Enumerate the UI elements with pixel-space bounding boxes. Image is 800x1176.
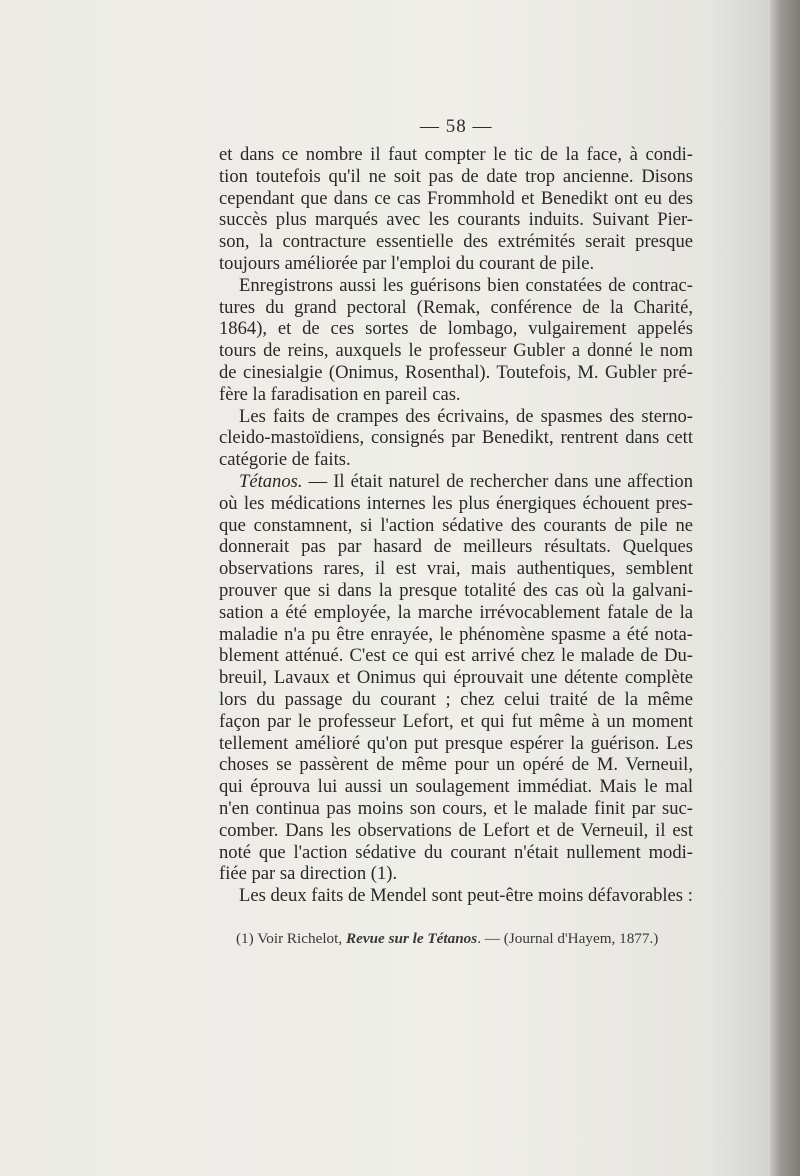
text-line bbox=[219, 318, 693, 340]
line-text: noté que l'action sédative du courant n'était nullement modi- bbox=[219, 841, 693, 863]
text-line bbox=[219, 536, 693, 558]
line-text: Les deux faits de Mendel sont peut-être moins défavorables : bbox=[239, 885, 693, 907]
text-line bbox=[219, 449, 693, 471]
line-text: Enregistrons aussi les guérisons bien constatées de contrac- bbox=[239, 274, 693, 296]
line-text: sation a été employée, la marche irrévocablement fatale de la bbox=[219, 601, 693, 623]
text-line bbox=[219, 689, 693, 711]
text-line bbox=[219, 427, 693, 449]
line-text: façon par le professeur Lefort, et qui fut même à un moment bbox=[219, 710, 693, 732]
line-text: prouver que si dans la presque totalité des cas où la galvani- bbox=[219, 579, 693, 601]
line-text: cleido-mastoïdiens, consignés par Benedikt, rentrent dans cett bbox=[219, 427, 693, 449]
line-text: blement atténué. C'est ce qui est arrivé chez le malade de Du- bbox=[219, 645, 693, 667]
text-line bbox=[219, 384, 693, 406]
line-text: de cinesialgie (Onimus, Rosenthal). Toutefois, M. Gubler pré- bbox=[219, 361, 693, 383]
footnote-title: Revue sur le Tétanos bbox=[345, 930, 478, 947]
line-text: cependant que dans ce cas Frommhold et Benedikt ont eu des bbox=[219, 187, 693, 209]
text-line bbox=[219, 558, 693, 580]
line-text: catégorie de faits. bbox=[219, 449, 351, 471]
line-text: succès plus marqués avec les courants induits. Suivant Pier- bbox=[219, 209, 693, 231]
text-line bbox=[219, 209, 693, 231]
page-edge bbox=[770, 0, 800, 1176]
line-text: où les médications internes les plus énergiques échouent pres- bbox=[219, 492, 693, 514]
text-line bbox=[219, 667, 693, 689]
text-line bbox=[219, 471, 693, 493]
footnote-marker: (1) bbox=[236, 930, 254, 947]
text-line bbox=[219, 798, 693, 820]
line-text: toujours améliorée par l'emploi du courant de pile. bbox=[219, 252, 595, 274]
line-text: donnerait pas par hasard de meilleurs résultats. Quelques bbox=[219, 536, 693, 558]
text-line bbox=[219, 645, 693, 667]
text-line bbox=[219, 231, 693, 253]
text-line bbox=[219, 820, 693, 842]
text-line bbox=[219, 166, 693, 188]
line-text: comber. Dans les observations de Lefort et de Verneuil, il est bbox=[219, 819, 693, 841]
text-line bbox=[219, 580, 693, 602]
line-text: lors du passage du courant ; chez celui traité de la même bbox=[219, 688, 693, 710]
line-text: n'en continua pas moins son cours, et le malade finit par suc- bbox=[219, 797, 693, 819]
text-line bbox=[219, 362, 693, 384]
line-text: qui éprouva lui aussi un soulagement immédiat. Mais le mal bbox=[219, 776, 693, 798]
page-number: — 58 — bbox=[420, 116, 493, 137]
text-line bbox=[219, 340, 693, 362]
footnote-text-before: Voir Richelot, bbox=[253, 930, 346, 947]
text-line bbox=[219, 297, 693, 319]
line-text: observations rares, il est vrai, mais authentiques, semblent bbox=[219, 558, 693, 580]
footnote-text-after: . — (Journal d'Hayem, 1877.) bbox=[477, 930, 659, 947]
line-text: tion toutefois qu'il ne soit pas de date trop ancienne. Disons bbox=[219, 165, 693, 187]
line-text: tours de reins, auxquels le professeur Gubler a donné le nom bbox=[219, 340, 693, 362]
line-text: fiée par sa direction (1). bbox=[219, 863, 398, 885]
line-text: 1864), et de ces sortes de lombago, vulgairement appelés bbox=[219, 318, 693, 340]
text-line bbox=[219, 885, 693, 907]
text-line bbox=[219, 493, 693, 515]
text-line bbox=[219, 711, 693, 733]
text-line bbox=[219, 733, 693, 755]
line-text: son, la contracture essentielle des extrémités serait presque bbox=[219, 231, 693, 253]
text-line bbox=[219, 188, 693, 210]
text-line bbox=[219, 602, 693, 624]
body-text bbox=[219, 144, 693, 907]
line-text: tures du grand pectoral (Remak, conférence de la Charité, bbox=[219, 296, 693, 318]
line-text: que constamnent, si l'action sédative des courants de pile ne bbox=[219, 514, 693, 536]
line-text: maladie n'a pu être enrayée, le phénomène spasme a été nota- bbox=[219, 623, 693, 645]
text-line bbox=[219, 253, 693, 275]
text-line bbox=[219, 515, 693, 537]
line-text: breuil, Lavaux et Onimus qui éprouvait une détente complète bbox=[219, 667, 693, 689]
line-text: tellement amélioré qu'on put presque espérer la guérison. Les bbox=[219, 732, 693, 754]
line-text: — Il était naturel de rechercher dans une affection bbox=[302, 470, 693, 492]
text-line bbox=[219, 406, 693, 428]
text-line bbox=[219, 776, 693, 798]
text-line bbox=[219, 842, 693, 864]
text-line bbox=[219, 863, 693, 885]
text-line bbox=[219, 624, 693, 646]
line-text: fère la faradisation en pareil cas. bbox=[219, 383, 461, 405]
line-text: et dans ce nombre il faut compter le tic de la face, à condi- bbox=[219, 144, 693, 165]
footnote bbox=[236, 930, 694, 948]
line-text: Les faits de crampes des écrivains, de spasmes des sterno- bbox=[239, 405, 693, 427]
section-lead: Tétanos. bbox=[239, 470, 303, 492]
text-line bbox=[219, 754, 693, 776]
text-line bbox=[219, 144, 693, 166]
line-text: choses se passèrent de même pour un opéré de M. Verneuil, bbox=[219, 754, 693, 776]
text-line bbox=[219, 275, 693, 297]
